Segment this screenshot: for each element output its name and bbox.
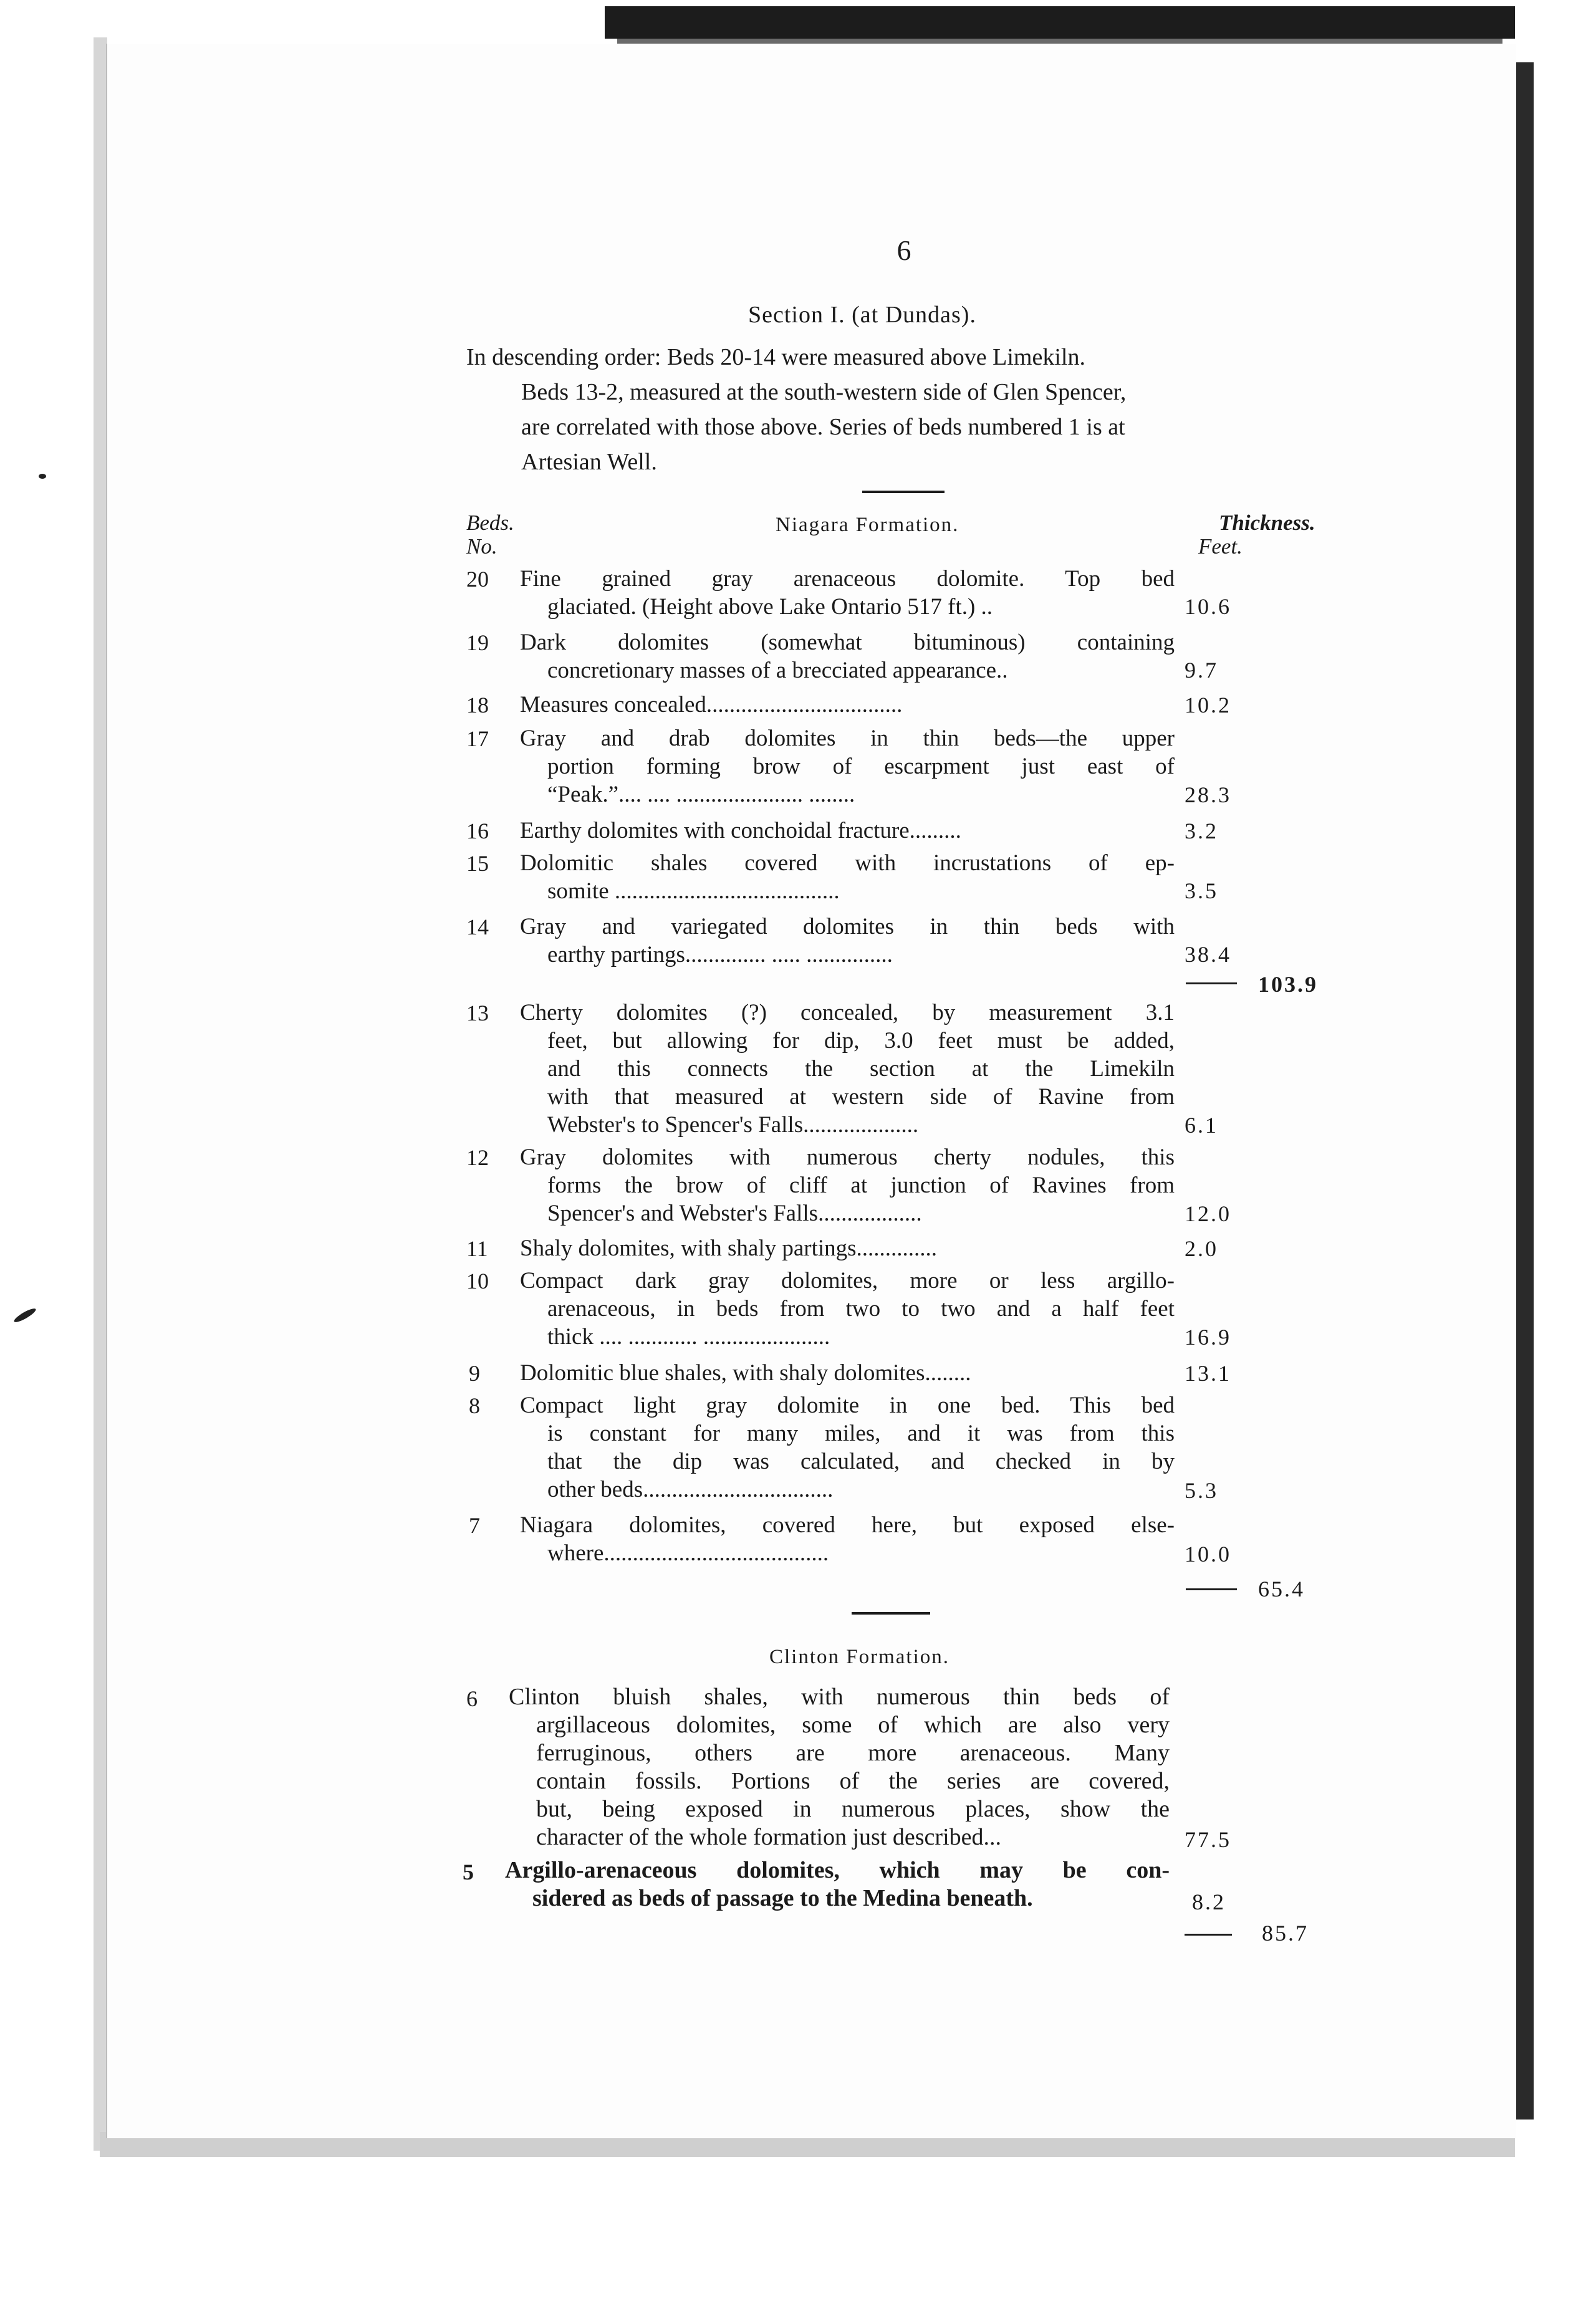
bed-text-line: where....................................... — [547, 1540, 829, 1566]
bed-description — [520, 1267, 1175, 1351]
bed-description — [520, 817, 1175, 845]
bed-description — [520, 1391, 1175, 1504]
bed-description — [520, 724, 1175, 809]
bed-description — [520, 1359, 1175, 1387]
bed-text-line: glaciated. (Height above Lake Ontario 517 ft.) .. — [547, 594, 993, 620]
bed-text-line: and this connects the section at the Limekiln — [547, 1056, 1175, 1082]
bed-number: 6 — [466, 1686, 478, 1711]
bed-thickness: 10.6 — [1185, 594, 1231, 619]
bed-thickness: 5.3 — [1185, 1478, 1218, 1503]
bed-description — [505, 1856, 1170, 1913]
bed-number: 18 — [466, 693, 489, 718]
intro-line: Beds 13-2, measured at the south-western side of Glen Spencer, — [521, 379, 1127, 405]
bed-description — [520, 849, 1175, 905]
bed-text-line: somite ....................................... — [547, 878, 840, 904]
bed-text-line: Gray dolomites with numerous cherty nodules, this — [520, 1145, 1175, 1170]
bed-text-line: Webster's to Spencer's Falls.................... — [547, 1112, 919, 1138]
intro-line: are correlated with those above. Series of beds numbered 1 is at — [521, 414, 1125, 440]
page-number: 6 — [897, 234, 911, 266]
bed-description — [520, 1234, 1175, 1262]
bed-thickness: 13.1 — [1185, 1361, 1231, 1386]
subtotal: 65.4 — [1258, 1577, 1305, 1601]
scan-edge-top — [605, 6, 1515, 39]
intro-line: Artesian Well. — [521, 449, 657, 475]
subtotal-rule — [1186, 982, 1237, 984]
bed-text-line: portion forming brow of escarpment just east of — [547, 754, 1175, 779]
section-divider — [862, 491, 945, 493]
bed-description — [509, 1683, 1170, 1851]
beds-label: Beds. — [466, 511, 514, 535]
bed-number: 19 — [466, 630, 489, 655]
bed-thickness: 10.2 — [1185, 693, 1231, 718]
section-divider — [852, 1612, 930, 1615]
bed-text-line: Argillo-arenaceous dolomites, which may be con- — [505, 1857, 1170, 1883]
bed-text-line: argillaceous dolomites, some of which are also very — [536, 1712, 1170, 1738]
bed-description — [520, 1511, 1175, 1567]
bed-thickness: 3.2 — [1185, 819, 1218, 843]
bed-number: 14 — [466, 915, 489, 939]
bed-text-line: with that measured at western side of Ravine from — [547, 1084, 1175, 1110]
bed-thickness: 12.0 — [1185, 1201, 1231, 1226]
bed-text-line: character of the whole formation just described... — [536, 1824, 1001, 1850]
bed-number: 17 — [466, 726, 489, 751]
bed-text-line: earthy partings.............. ..... ............... — [547, 942, 893, 967]
bed-text-line: Clinton bluish shales, with numerous thin beds of — [509, 1684, 1170, 1710]
intro-line: In descending order: Beds 20-14 were measured above Limekiln. — [466, 344, 1085, 370]
bed-description — [520, 565, 1175, 621]
bed-text-line: sidered as beds of passage to the Medina beneath. — [532, 1885, 1033, 1911]
bed-thickness: 77.5 — [1185, 1827, 1231, 1852]
thickness-header: Thickness. — [1219, 511, 1315, 535]
bed-description — [520, 999, 1175, 1139]
bed-number: 16 — [466, 819, 489, 843]
subtotal-rule — [1185, 1934, 1232, 1936]
bed-number: 20 — [466, 567, 489, 592]
subtotal: 85.7 — [1262, 1921, 1309, 1946]
bed-text-line: Dark dolomites (somewhat bituminous) containing — [520, 630, 1175, 655]
bed-thickness: 38.4 — [1185, 942, 1231, 967]
bed-text-line: but, being exposed in numerous places, show the — [536, 1796, 1170, 1822]
bed-text-line: concretionary masses of a brecciated appearance.. — [547, 658, 1008, 683]
bed-text-line: contain fossils. Portions of the series are covered, — [536, 1768, 1170, 1794]
bed-text-line: is constant for many miles, and it was from this — [547, 1421, 1175, 1446]
feet-header: Feet. — [1198, 534, 1243, 559]
bed-text-line: thick .... ............ ...................... — [547, 1324, 830, 1350]
bed-text-line: arenaceous, in beds from two to two and a half feet — [547, 1296, 1175, 1322]
beds-header — [466, 511, 514, 559]
bed-description — [520, 1143, 1175, 1227]
bed-text-line: that the dip was calculated, and checked in by — [547, 1449, 1175, 1474]
scan-speck — [39, 474, 46, 479]
bed-text-line: Spencer's and Webster's Falls.................. — [547, 1201, 922, 1226]
bed-text-line: Compact light gray dolomite in one bed. This bed — [520, 1393, 1175, 1418]
bed-number: 13 — [466, 1001, 489, 1025]
no-label: No. — [466, 534, 498, 559]
bed-description — [520, 628, 1175, 684]
bed-number: 10 — [466, 1269, 489, 1294]
bed-number: 9 — [469, 1361, 480, 1386]
clinton-formation-title: Clinton Formation. — [769, 1646, 950, 1668]
scan-speck — [12, 1307, 37, 1325]
subtotal-rule — [1186, 1588, 1237, 1590]
bed-text-line: Gray and variegated dolomites in thin beds with — [520, 914, 1175, 939]
bed-number: 7 — [469, 1513, 480, 1538]
intro-paragraph — [466, 340, 1345, 479]
bed-description — [520, 691, 1175, 719]
bed-text-line: Fine grained gray arenaceous dolomite. Top bed — [520, 566, 1175, 592]
bed-description — [520, 913, 1175, 969]
page-shadow-left — [94, 37, 107, 2151]
bed-text-line: “Peak.”.... .... ...................... ........ — [547, 782, 855, 807]
bed-thickness: 9.7 — [1185, 658, 1218, 683]
bed-thickness: 8.2 — [1192, 1889, 1226, 1914]
bed-text-line: feet, but allowing for dip, 3.0 feet must be added, — [547, 1028, 1175, 1054]
bed-thickness: 6.1 — [1185, 1113, 1218, 1138]
bed-text-line: Earthy dolomites with conchoidal fracture......... — [520, 818, 961, 843]
bed-number: 11 — [466, 1236, 488, 1261]
bed-text-line: Measures concealed.................................. — [520, 692, 903, 718]
bed-text-line: Niagara dolomites, covered here, but exposed else- — [520, 1512, 1175, 1538]
bed-text-line: Gray and drab dolomites in thin beds—the upper — [520, 726, 1175, 751]
bed-text-line: forms the brow of cliff at junction of Ravines from — [547, 1173, 1175, 1198]
bed-number: 8 — [469, 1393, 480, 1418]
bed-number: 5 — [463, 1860, 474, 1884]
niagara-formation-title: Niagara Formation. — [776, 514, 959, 536]
bed-thickness: 28.3 — [1185, 782, 1231, 807]
bed-text-line: Cherty dolomites (?) concealed, by measurement 3.1 — [520, 1000, 1175, 1025]
bed-text-line: Dolomitic shales covered with incrustations of ep- — [520, 850, 1175, 876]
subtotal: 103.9 — [1258, 972, 1318, 997]
bed-text-line: ferruginous, others are more arenaceous. Many — [536, 1740, 1170, 1766]
bed-thickness: 16.9 — [1185, 1325, 1231, 1350]
bed-thickness: 10.0 — [1185, 1542, 1231, 1567]
bed-text-line: Compact dark gray dolomites, more or less argillo- — [520, 1268, 1175, 1294]
bed-text-line: Dolomitic blue shales, with shaly dolomites........ — [520, 1360, 971, 1386]
section-title: Section I. (at Dundas). — [748, 302, 976, 328]
bed-number: 15 — [466, 851, 489, 876]
bed-text-line: Shaly dolomites, with shaly partings.............. — [520, 1236, 938, 1261]
bed-thickness: 2.0 — [1185, 1236, 1218, 1261]
bed-number: 12 — [466, 1145, 489, 1170]
bed-thickness: 3.5 — [1185, 878, 1218, 903]
bed-text-line: other beds................................. — [547, 1477, 834, 1502]
